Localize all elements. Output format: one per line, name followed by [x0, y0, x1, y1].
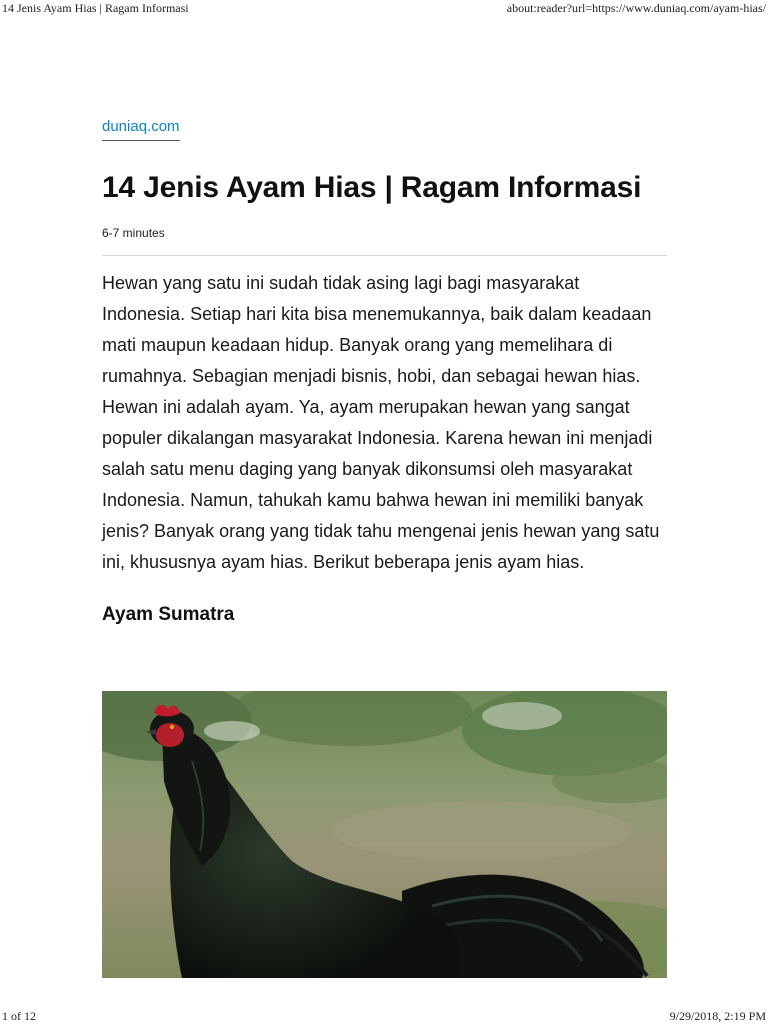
print-header-url: about:reader?url=https://www.duniaq.com/ayam-hias/ — [506, 1, 766, 15]
article-title: 14 Jenis Ayam Hias | Ragam Informasi — [102, 171, 642, 204]
print-header-title: 14 Jenis Ayam Hias | Ragam Informasi — [2, 1, 189, 15]
reading-time: 6-7 minutes — [102, 226, 165, 240]
print-footer — [0, 1008, 768, 1026]
print-header — [0, 0, 768, 18]
article-paragraph: Hewan yang satu ini sudah tidak asing lagi bagi masyarakat Indonesia. Setiap hari kita bisa menemukannya, baik dalam keadaan mati maupun keadaan hidup. Banyak orang yang memelihara di rumahnya. Sebagian menjadi bisnis, hobi, dan sebagai hewan hias. Hewan ini adalah ayam. Ya, ayam merupakan hewan yang sangat populer dikalangan masyarakat Indonesia. Karena hewan ini menjadi salah satu menu daging yang banyak dikonsumsi oleh masyarakat Indonesia. Namun, tahukah kamu bahwa hewan ini memiliki banyak jenis? Banyak orang yang tidak tahu mengenai jenis hewan yang satu ini, khususnya ayam hias. Berikut beberapa jenis ayam hias. — [102, 273, 660, 572]
section-heading: Ayam Sumatra — [102, 604, 235, 625]
source-domain-link[interactable]: duniaq.com — [102, 118, 180, 141]
rooster-illustration — [102, 691, 667, 978]
reader-view — [102, 118, 667, 628]
print-datetime: 9/29/2018, 2:19 PM — [669, 1009, 766, 1023]
article-content — [102, 268, 667, 628]
header-divider — [102, 255, 667, 256]
page-counter: 1 of 12 — [2, 1009, 36, 1023]
rooster-photo — [102, 691, 667, 978]
